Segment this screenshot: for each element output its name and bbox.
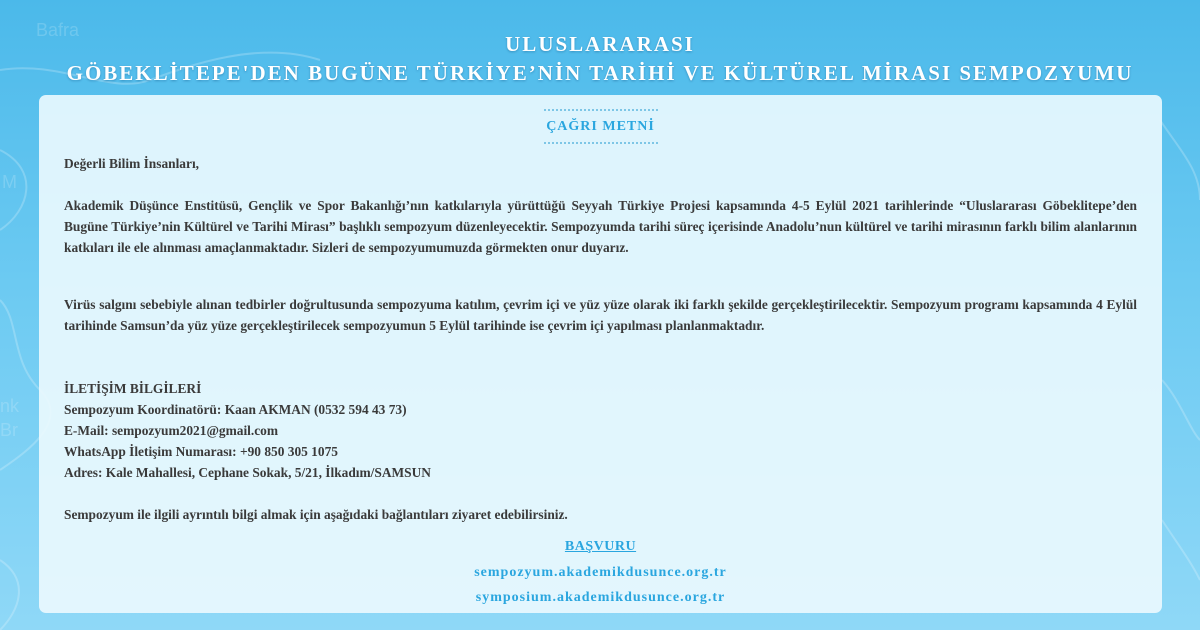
url-link-tr[interactable]: sempozyum.akademikdusunce.org.tr [474, 565, 727, 580]
dotted-divider-top [544, 109, 658, 111]
header-title-line2: GÖBEKLİTEPE'DEN BUGÜNE TÜRKİYE’NİN TARİHİ VE KÜLTÜREL MİRASI SEMPOZYUMU [66, 61, 1134, 85]
section-title: ÇAĞRI METNİ [546, 119, 655, 134]
svg-text:nk: nk [0, 396, 20, 416]
contact-address: Adres: Kale Mahallesi, Cephane Sokak, 5/21, İlkadım/SAMSUN [64, 465, 431, 480]
contact-heading: İLETİŞİM BİLGİLERİ [64, 381, 202, 396]
apply-link[interactable]: BAŞVURU [564, 539, 637, 554]
contact-coordinator: Sempozyum Koordinatörü: Kaan AKMAN (0532 594 43 73) [64, 402, 407, 417]
page-header [0, 30, 1200, 88]
greeting: Değerli Bilim İnsanları, [64, 156, 200, 171]
dotted-divider-bottom [544, 142, 658, 144]
call-text [64, 153, 1137, 525]
header-title-line1: ULUSLARARASI [505, 32, 695, 56]
svg-text:Br: Br [0, 420, 18, 440]
section-title-block [39, 109, 1162, 144]
svg-text:M: M [2, 172, 17, 192]
contact-whatsapp: WhatsApp İletişim Numarası: +90 850 305 1075 [64, 444, 338, 459]
content-panel [39, 95, 1162, 613]
svg-text:Bafra: Bafra [36, 20, 80, 40]
paragraph-format: Virüs salgını sebebiyle alınan tedbirler doğrultusunda sempozyuma katılım, çevrim içi ve yüz yüze olarak iki farklı şekilde gerçekleştirilecektir. Sempozyum programı kapsamında 4 Eylül tarihinde Samsun’da yüz yüze gerçekleştirilecek sempozyumun 5 Eylül tarihinde ise çevrim içi yapılması planlanmaktadır. [64, 297, 1137, 333]
links-block [39, 537, 1162, 610]
closing-text: Sempozyum ile ilgili ayrıntılı bilgi almak için aşağıdaki bağlantıları ziyaret edebilirsiniz. [64, 507, 568, 522]
contact-email: E-Mail: sempozyum2021@gmail.com [64, 423, 279, 438]
paragraph-intro: Akademik Düşünce Enstitüsü, Gençlik ve Spor Bakanlığı’nın katkılarıyla yürüttüğü Seyyah Türkiye Projesi kapsamında 4-5 Eylül 2021 tarihlerinde “Uluslararası Göbeklitepe’den Bugüne Türkiye’nin Kültürel ve Tarihi Mirası” başlıklı sempozyum düzenleyecektir. Sempozyumda tarihi süreç içerisinde Anadolu’nun kültürel ve tarihi mirasının farklı bilim alanlarının katkıları ile ele alınması amaçlanmaktadır. Sizleri de sempozyumumuzda görmekten onur duyarız. [64, 198, 1137, 255]
url-link-en[interactable]: symposium.akademikdusunce.org.tr [475, 590, 726, 605]
